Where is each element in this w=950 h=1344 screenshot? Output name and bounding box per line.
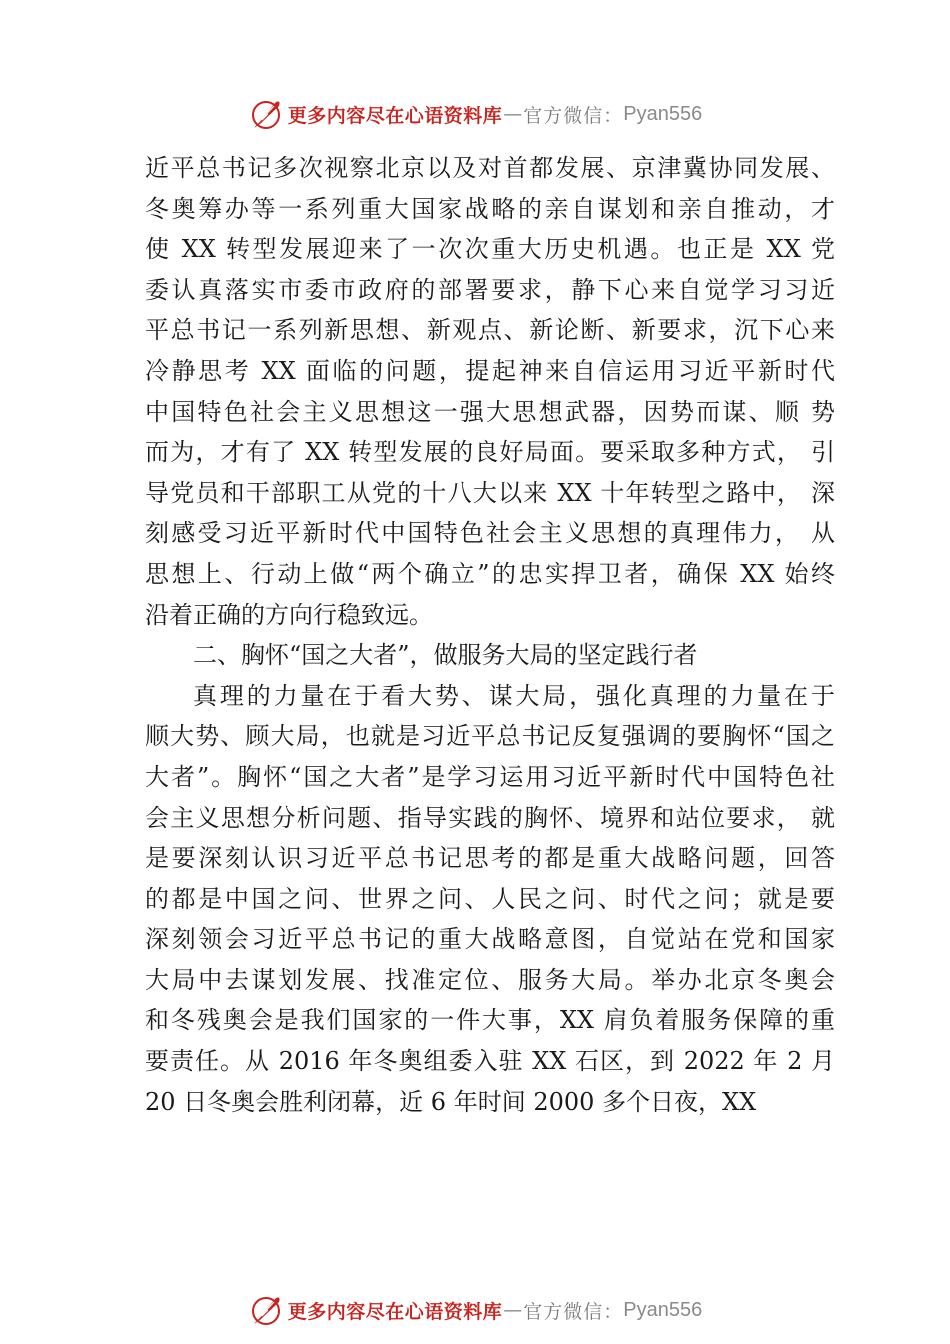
text-line: 委认真落实市委市政府的部署要求，静下心来自觉学习习近 [145,275,835,304]
banner-wechat-id: Pyan556 [623,1298,703,1321]
banner-wechat-label: 官方微信： [523,104,624,127]
text-line: 冬奥筹办等一系列重大国家战略的亲自谋划和亲自推动，才 [145,194,835,223]
text-line: 和冬残奥会是我们国家的一件大事，XX 肩负着服务保障的重 [145,1006,835,1035]
section-heading: 二、胸怀“国之大者”，做服务大局的坚定践行者 [193,641,698,670]
text-line: 近平总书记多次视察北京以及对首都发展、京津冀协同发展、 [145,154,835,182]
text-line: 会主义思想分析问题、指导实践的胸怀、境界和站位要求， 就 [145,803,835,832]
banner-site-name: 更多内容尽在心语资料库 [287,1300,503,1323]
text-line: 是要深刻认识习近平总书记思考的都是重大战略问题，回答 [145,844,835,873]
footer-banner [0,1290,950,1330]
text-line: 深刻领会习近平总书记的重大战略意图，自觉站在党和国家 [145,925,835,954]
text-line: 刻感受习近平新时代中国特色社会主义思想的真理伟力， 从 [145,519,835,548]
text-line: 的都是中国之问、世界之问、人民之问、时代之问；就是要 [145,884,835,913]
text-line: 冷静思考 XX 面临的问题，提起神来自信运用习近平新时代 [145,356,835,385]
feather-pen-logo-icon [248,1292,284,1328]
text-line: 沿着正确的方向行稳致远。 [145,600,433,629]
banner-dash: — [503,103,523,125]
text-line: 大者”。胸怀“国之大者”是学习运用习近平新时代中国特色社 [145,762,835,791]
text-line: 而为，才有了 XX 转型发展的良好局面。要采取多种方式， 引 [145,438,835,467]
banner-wechat-id: Pyan556 [623,102,703,125]
text-line: 要责任。从 2016 年冬奥组委入驻 XX 石区，到 2022 年 2 月 [145,1047,835,1076]
banner-wechat-label: 官方微信： [523,1300,624,1323]
document-body [145,148,835,1122]
text-line: 使 XX 转型发展迎来了一次次重大历史机遇。也正是 XX 党 [145,235,835,264]
text-line: 真理的力量在于看大势、谋大局，强化真理的力量在于 [193,681,835,710]
header-banner [0,94,950,134]
banner-site-name: 更多内容尽在心语资料库 [287,104,503,127]
text-line: 顺大势、顾大局，也就是习近平总书记反复强调的要胸怀“国之 [145,722,835,751]
text-line: 中国特色社会主义思想这一强大思想武器，因势而谋、顺 势 [145,397,835,426]
feather-pen-logo-icon [248,96,284,132]
banner-dash: — [503,1299,523,1321]
text-line: 大局中去谋划发展、找准定位、服务大局。举办北京冬奥会 [145,965,835,994]
text-line: 平总书记一系列新思想、新观点、新论断、新要求，沉下心来 [145,316,835,345]
text-line: 导党员和干部职工从党的十八大以来 XX 十年转型之路中， 深 [145,478,835,507]
text-line: 20 日冬奥会胜利闭幕，近 6 年时间 2000 多个日夜，XX [145,1087,757,1116]
text-line: 思想上、行动上做“两个确立”的忠实捍卫者，确保 XX 始终 [145,559,835,588]
